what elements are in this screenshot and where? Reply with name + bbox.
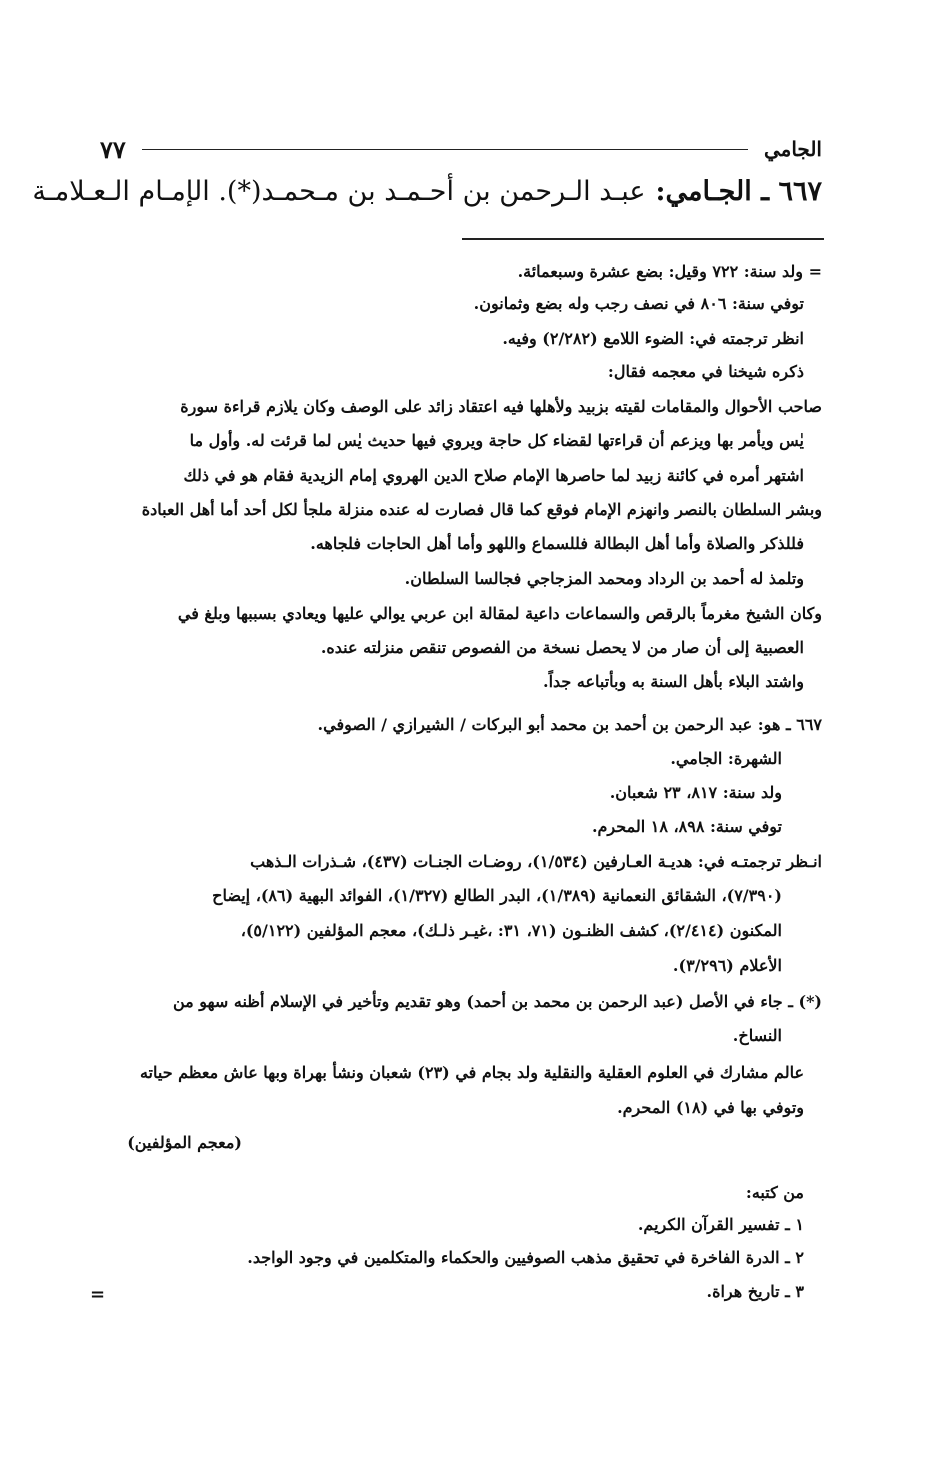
running-title: الجامي — [763, 137, 822, 161]
note-line: وتلمذ له أحمد بن الرداد ومحمد المزجاجي فجالسا السلطان. — [404, 569, 804, 588]
footnote-line: النساخ. — [732, 1026, 782, 1045]
note-line: واشتد البلاء بأهل السنة به وبأتباعه جداً. — [543, 672, 804, 691]
note-line: توفي سنة: ٨٠٦ في نصف رجب وله بضع وثمانون. — [473, 294, 804, 313]
note-line: صاحب الأحوال والمقامات لقيته بزبيد ولأهلها فيه اعتقاد زائد على الوصف وكان يلازم قراءة سورة — [180, 397, 822, 416]
works-item: ٣ ـ تاريخ هراة. — [706, 1282, 804, 1301]
works-item: ٢ ـ الدرة الفاخرة في تحقيق مذهب الصوفيين والحكماء والمتكلمين في وجود الواجد. — [247, 1248, 804, 1267]
footnote-line: (*) ـ جاء في الأصل (عبد الرحمن بن محمد بن أحمد) وهو تقديم وتأخير في الإسلام أظنه سهو من — [172, 992, 822, 1011]
note-line: ذكره شيخنا في معجمه فقال: — [607, 362, 804, 381]
note-line: ولد سنة: ٨١٧، ٢٣ شعبان. — [609, 783, 782, 802]
note-line: الشهرة: الجامي. — [670, 749, 782, 768]
note-line: فللذكر والصلاة وأما أهل البطالة فللسماع واللهو وأما أهل الحاجات فلجاهه. — [310, 534, 804, 553]
entry-number-name: ٦٦٧ ـ الجـامي: — [655, 176, 822, 207]
note-line: (٧/٣٩٠)، الشقائق النعمانية (١/٣٨٩)، البدر الطالع (١/٣٢٧)، الفوائد البهية (٨٦)، إيضاح — [212, 886, 782, 905]
page-number: ٧٧ — [100, 134, 126, 164]
note-line: يٰس ويأمر بها ويزعم أن قراءتها لقضاء كل حاجة ويروي فيها حديث يٰس لما قرئت له. وأول ما — [189, 431, 804, 450]
continuation-mark: = — [90, 1284, 106, 1305]
note-line: ٦٦٧ ـ هو: عبد الرحمن بن أحمد بن محمد أبو البركات / الشيرازي / الصوفي. — [317, 715, 822, 734]
entry-title — [32, 176, 822, 207]
footnote-line: وتوفي بها في (١٨) المحرم. — [617, 1098, 804, 1117]
note-line: توفي سنة: ٨٩٨، ١٨ المحرم. — [591, 817, 782, 836]
note-line: = ولد سنة: ٧٢٢ وقيل: بضع عشرة وسبعمائة. — [517, 262, 822, 281]
footnote-line: عالم مشارك في العلوم العقلية والنقلية ولد بجام في (٢٣) شعبان ونشأ بهراة وبها عاش معظم حياته — [139, 1063, 804, 1082]
note-line: وبشر السلطان بالنصر وانهزم الإمام فوقع كما قال فصارت له عنده منزلة ملجأ لكل أحد أما أهل العبادة — [141, 500, 822, 519]
footnote-separator — [462, 238, 824, 240]
note-line: المكنون (٢/٤١٤)، كشف الظنـون (٧١، ٣١: ،غيـر ذلـك)، معجم المؤلفين (٥/١٢٢)، — [240, 921, 782, 940]
header-rule — [142, 149, 748, 150]
note-line: العصبية إلى أن صار من لا يحصل نسخة من الفصوص تنقص منزلته عنده. — [320, 638, 804, 657]
note-line: وكان الشيخ مغرماً بالرقص والسماعات داعية لمقالة ابن عربي يوالي عليها ويعادي بسببها وبلغ في — [177, 604, 822, 623]
note-line: اشتهر أمره في كائنة زبيد لما حاصرها الإمام صلاح الدين الهروي إمام الزيدية فقام هو في ذلك — [183, 466, 804, 485]
note-line: الأعلام (٣/٢٩٦). — [672, 956, 782, 975]
works-item: ١ ـ تفسير القرآن الكريم. — [637, 1215, 804, 1234]
source-citation: (معجم المؤلفين) — [127, 1133, 242, 1152]
works-heading: من كتبه: — [745, 1183, 804, 1202]
entry-full-name: عبـد الـرحمن بن أحـمـد بن مـحمـد(*). الإمـام الـعـلامـة — [32, 176, 646, 207]
page-header — [100, 132, 822, 166]
note-line: انظر ترجمته في: الضوء اللامع (٢/٢٨٢) وفيه. — [502, 329, 804, 348]
note-line: انـظر ترجمتـه في: هديـة العـارفين (١/٥٣٤)، روضـات الجنـات (٤٣٧)، شـذرات الـذهب — [250, 852, 822, 871]
